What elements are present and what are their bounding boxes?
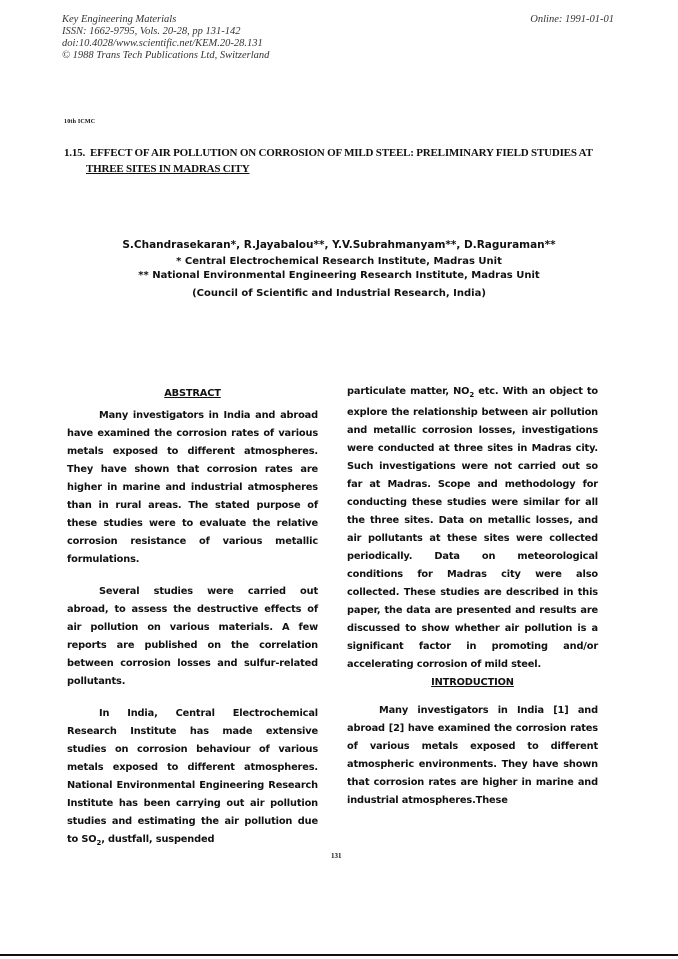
conference-label: 10th ICMC: [64, 119, 96, 125]
right-paragraph-1: particulate matter, $NO_2$ etc. With an object to explore the relationship between air pollution and metallic corrosion losses, investigations were conducted at three sites in Madras city. Such investigations were not carried out so far at Madras. Scope and methodology for conducting these studies were similar for all the three sites. Data on metallic losses, and air pollutants at these sites were collected periodically. Data on meteorological conditions for Madras city were also collected. These studies are described in this paper, the data are presented and results are discussed to show whether air pollution is a significant factor in promoting and/or accelerating corrosion of mild steel.: [347, 386, 598, 670]
introduction-heading: INTRODUCTION: [431, 676, 514, 688]
abstract-paragraph-1: Many investigators in India and abroad have examined the corrosion rates of various metals exposed to different atmospheres. They have shown that corrosion rates are higher in marine and industrial atmospheres than in rural areas. The stated purpose of these studies were to evaluate the relative corrosion resistance of various metallic formulations.: [67, 410, 318, 565]
left-column: [67, 385, 318, 852]
abstract-heading: ABSTRACT: [164, 388, 221, 399]
affiliation-2: ** National Environmental Engineering Research Institute, Madras Unit: [138, 270, 540, 281]
abstract-paragraph-2: Several studies were carried out abroad, to assess the destructive effects of air pollution on various materials. A few reports are published on the correlation between corrosion losses and sulfur-related pollutants.: [67, 586, 318, 687]
issn-line: ISSN: 1662-9795, Vols. 20-28, pp 131-142: [62, 26, 241, 37]
title-line-1: EFFECT OF AIR POLLUTION ON CORROSION OF MILD STEEL: PRELIMINARY FIELD STUDIES AT: [90, 147, 593, 159]
journal-name: Key Engineering Materials: [62, 14, 177, 25]
paper-title: [64, 145, 619, 177]
section-number: 1.15.: [64, 147, 86, 159]
author-list: S.Chandrasekaran*, R.Jayabalou**, Y.V.Subrahmanyam**, D.Raguraman**: [122, 239, 556, 251]
doi-line: doi:10.4028/www.scientific.net/KEM.20-28.131: [62, 38, 263, 49]
title-line-2: THREE SITES IN MADRAS CITY: [86, 163, 250, 175]
abstract-paragraph-3: In India, Central Electrochemical Research Institute has made extensive studies on corrosion behaviour of various metals exposed to different atmospheres. National Environmental Engineering Research Institute has been carrying out air pollution studies and estimating the air pollution due to $SO_2$, dustfall, suspended: [67, 708, 318, 847]
right-column: [347, 383, 598, 810]
page-number: 131: [331, 852, 342, 860]
copyright-line: © 1988 Trans Tech Publications Ltd, Switzerland: [62, 50, 270, 61]
page-header: [62, 14, 614, 62]
online-date: Online: 1991-01-01: [530, 14, 614, 25]
affiliation-1: * Central Electrochemical Research Institute, Madras Unit: [176, 256, 502, 267]
introduction-paragraph: Many investigators in India [1] and abroad [2] have examined the corrosion rates of various metals exposed to different atmospheric environments. They have shown that corrosion rates are higher in marine and industrial atmospheres.These: [347, 704, 598, 806]
affiliation-3: (Council of Scientific and Industrial Research, India): [192, 288, 486, 299]
bottom-rule: [0, 954, 678, 956]
